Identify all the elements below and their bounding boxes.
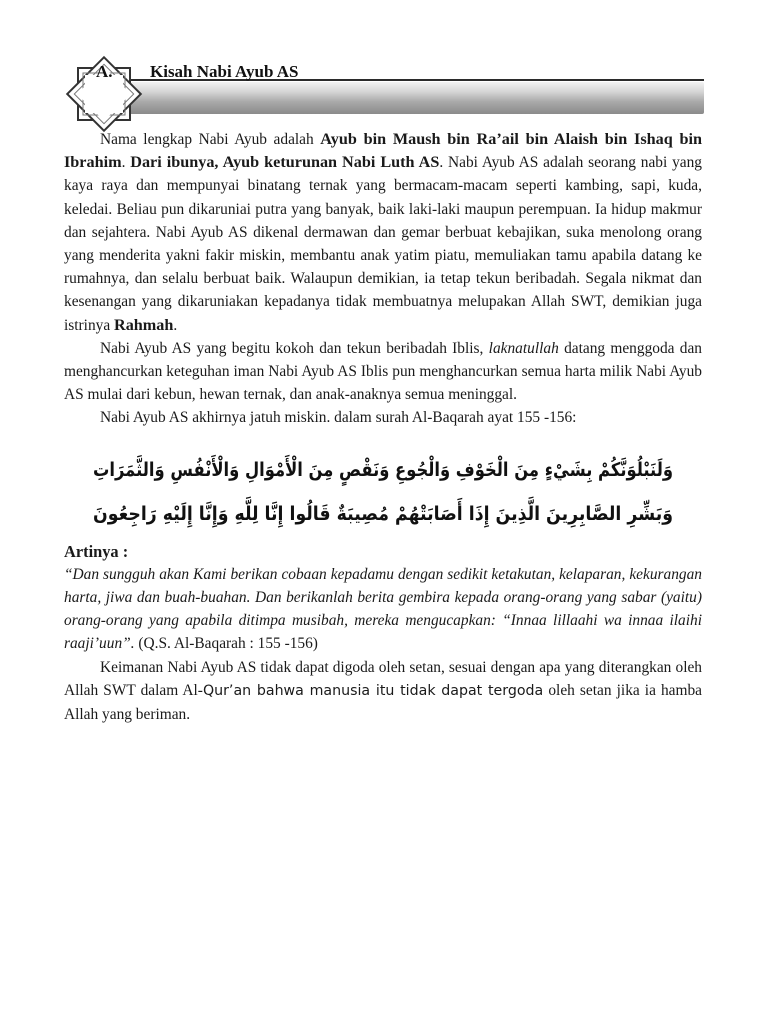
paragraph-temptation	[64, 337, 702, 407]
translation-heading: Artinya :	[64, 541, 129, 561]
translation-italic: “Dan sungguh akan Kami berikan cobaan kepadamu dengan sedikit ketakutan, kelaparan, kekurangan harta, jiwa dan buah-buahan. Dan berikanlah berita gembira kepada orang-orang yang sabar (yaitu) orang-orang yang apabila ditimpa musibah, mereka mengucapkan: “Innaa lillaahi wa innaa ilaihi raaji’uun”.	[64, 565, 702, 653]
verse-reference: (Q.S. Al-Baqarah : 155 -156)	[134, 635, 318, 653]
lineage: Dari ibunya, Ayub keturunan Nabi Luth AS	[130, 153, 440, 172]
arabic-verse-image	[83, 440, 768, 532]
text-run: Keimanan Nabi Ayub AS tidak dapat digoda oleh setan, sesuai dengan apa yang diterangkan oleh Allah SWT dalam Al-	[64, 658, 702, 699]
translation-text	[64, 563, 702, 656]
section-title: Kisah Nabi Ayub AS	[150, 62, 299, 81]
paragraph-intro	[64, 128, 702, 337]
text-run: . Nabi Ayub AS adalah seorang nabi yang kaya raya dan mempunyai binatang ternak yang bermacam-macam seperti kambing, sapi, kuda, keledai. Beliau pun dikaruniai putra yang banyak, baik laki-laki maupun perempuan. Ia hidup makmur dan sejahtera. Nabi Ayub AS dikenal dermawan dan gemar berbuat kebajikan, suka menolong orang yang menderita yakni fakir miskin, membantu anak yatim piatu, memuliakan tamu apabila datang ke rumahnya, dan selalu berbuat baik. Walaupun demikian, ia tetap tekun beribadah. Segala nikmat dan kesenangan yang dikaruniakan kepadanya tidak membuatnya melupakan Allah SWT, demikian juga istrinya	[64, 154, 702, 334]
section-header	[64, 58, 704, 130]
emphasis-run: Qur’an bahwa manusia itu tidak dapat tergoda	[202, 682, 544, 699]
paragraph-poverty: Nabi Ayub AS akhirnya jatuh miskin. dalam surah Al-Baqarah ayat 155 -156:	[100, 409, 577, 427]
italic-term: laknatullah	[488, 339, 559, 357]
text-run: Nama lengkap Nabi Ayub adalah	[100, 131, 321, 148]
wife-name: Rahmah	[114, 315, 174, 334]
header-band	[104, 82, 704, 114]
arabic-line-1: وَلَنَبْلُوَنَّكُمْ بِشَيْءٍ مِنَ الْخَوْفِ وَالْجُوعِ وَنَقْصٍ مِنَ الْأَمْوَالِ وَالْأَنْفُسِ وَالثَّمَرَاتِ	[93, 458, 768, 481]
document-body	[64, 128, 768, 726]
text-run: Nabi Ayub AS yang begitu kokoh dan tekun beribadah Iblis,	[100, 339, 489, 357]
text-run: .	[121, 154, 131, 172]
text-run: .	[173, 316, 178, 334]
arabic-line-2: وَبَشِّرِ الصَّابِرِينَ الَّذِينَ إِذَا أَصَابَتْهُمْ مُصِيبَةٌ قَالُوا إِنَّا لِلَّهِ وَإِنَّا إِلَيْهِ رَاجِعُونَ	[93, 502, 730, 525]
full-name: Ayub bin Maush bin Ra’ail bin Alaish bin Ishaq bin Ibrahim	[64, 130, 702, 172]
section-letter: A.	[96, 62, 113, 81]
paragraph-faith	[64, 656, 702, 727]
text-run: datang menggoda dan menghancurkan keteguhan iman Nabi Ayub AS Iblis pun menghancurkan semua harta milik Nabi Ayub AS mulai dari kebun, hewan ternak, dan anak-anaknya semua meninggal.	[64, 339, 702, 404]
text-run: oleh setan jika ia hamba Allah yang beriman.	[64, 681, 703, 724]
